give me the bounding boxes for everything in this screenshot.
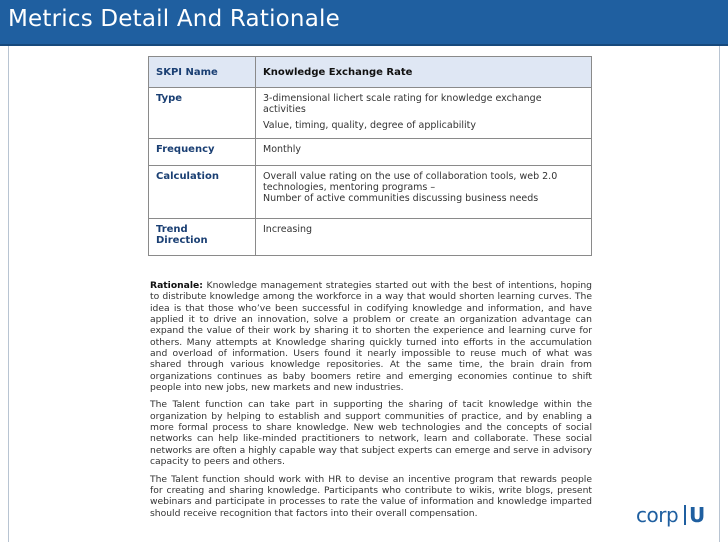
kpi-frequency-label: Frequency <box>149 139 256 166</box>
rationale-paragraph-1 <box>150 280 592 393</box>
corpu-logo <box>636 502 716 528</box>
kpi-row-trend <box>149 219 592 256</box>
document-image <box>146 54 596 539</box>
kpi-row-name <box>149 57 592 88</box>
kpi-calculation-value-2: Number of active communities discussing business needs <box>263 193 539 204</box>
rationale-heading: Rationale: <box>150 280 203 291</box>
kpi-calculation-value-1: Overall value rating on the use of collaboration tools, web 2.0 technologies, mentoring programs – <box>263 171 558 193</box>
kpi-name-label: SKPI Name <box>149 57 256 88</box>
kpi-calculation-cell <box>256 166 592 219</box>
kpi-type-label: Type <box>149 88 256 139</box>
kpi-type-value-2: Value, timing, quality, degree of applicability <box>263 120 477 131</box>
slide-title: Metrics Detail And Rationale <box>8 6 340 32</box>
kpi-trend-label-2: Direction <box>156 235 208 246</box>
title-bar <box>0 0 728 46</box>
rationale-p1-text: Knowledge management strategies started out with the best of intentions, hoping to distribute knowledge among the workforce in a way that would shorten learning curves. The idea is that those who’ve been successful in codifying knowledge and information, and have applied it to drive an innovation, solve a problem or create an organization advantage can expand the value of their work by sharing it to shorten the experience and learning curve for others. Many attempts at Knowledge sharing quickly turned into efforts in the accumulation and overload of information. Users found it nearly impossible to reuse much of what was shared through various knowledge repositories. At the same time, the brain drain from organizations continues as baby boomers retire and emerging economies continue to shift people into new jobs, new markets and new industries. <box>150 280 592 394</box>
kpi-trend-label-1: Trend <box>156 224 188 235</box>
kpi-name-value: Knowledge Exchange Rate <box>256 57 592 88</box>
kpi-trend-label <box>149 219 256 256</box>
kpi-calculation-label: Calculation <box>149 166 256 219</box>
kpi-trend-value: Increasing <box>256 219 592 256</box>
kpi-type-cell <box>256 88 592 139</box>
rationale-paragraph-2: The Talent function can take part in supporting the sharing of tacit knowledge within the organization by helping to establish and support communities of practice, and by enabling a more formal process to share knowledge. New web technologies and the concepts of social networks can help like-minded practitioners to network, learn and collaborate. These social networks are often a highly capable way that subject experts can emerge and serve in advisory capacity to peers and others. <box>150 399 592 468</box>
kpi-row-frequency <box>149 139 592 166</box>
logo-letter: U <box>689 503 706 527</box>
kpi-type-value-1: 3-dimensional lichert scale rating for knowledge exchange activities <box>263 93 542 115</box>
rationale-text <box>150 280 592 525</box>
rationale-paragraph-3: The Talent function should work with HR to devise an incentive program that rewards people for creating and sharing knowledge. Participants who contribute to wikis, write blogs, present webinars and participate in processes to rate the value of information and knowledge imparted should receive recognition that factors into their overall compensation. <box>150 473 592 519</box>
kpi-frequency-value: Monthly <box>256 139 592 166</box>
kpi-table <box>148 56 592 256</box>
kpi-row-calculation <box>149 166 592 219</box>
kpi-row-type <box>149 88 592 139</box>
logo-word: corp <box>636 503 679 527</box>
logo-divider <box>684 505 686 525</box>
